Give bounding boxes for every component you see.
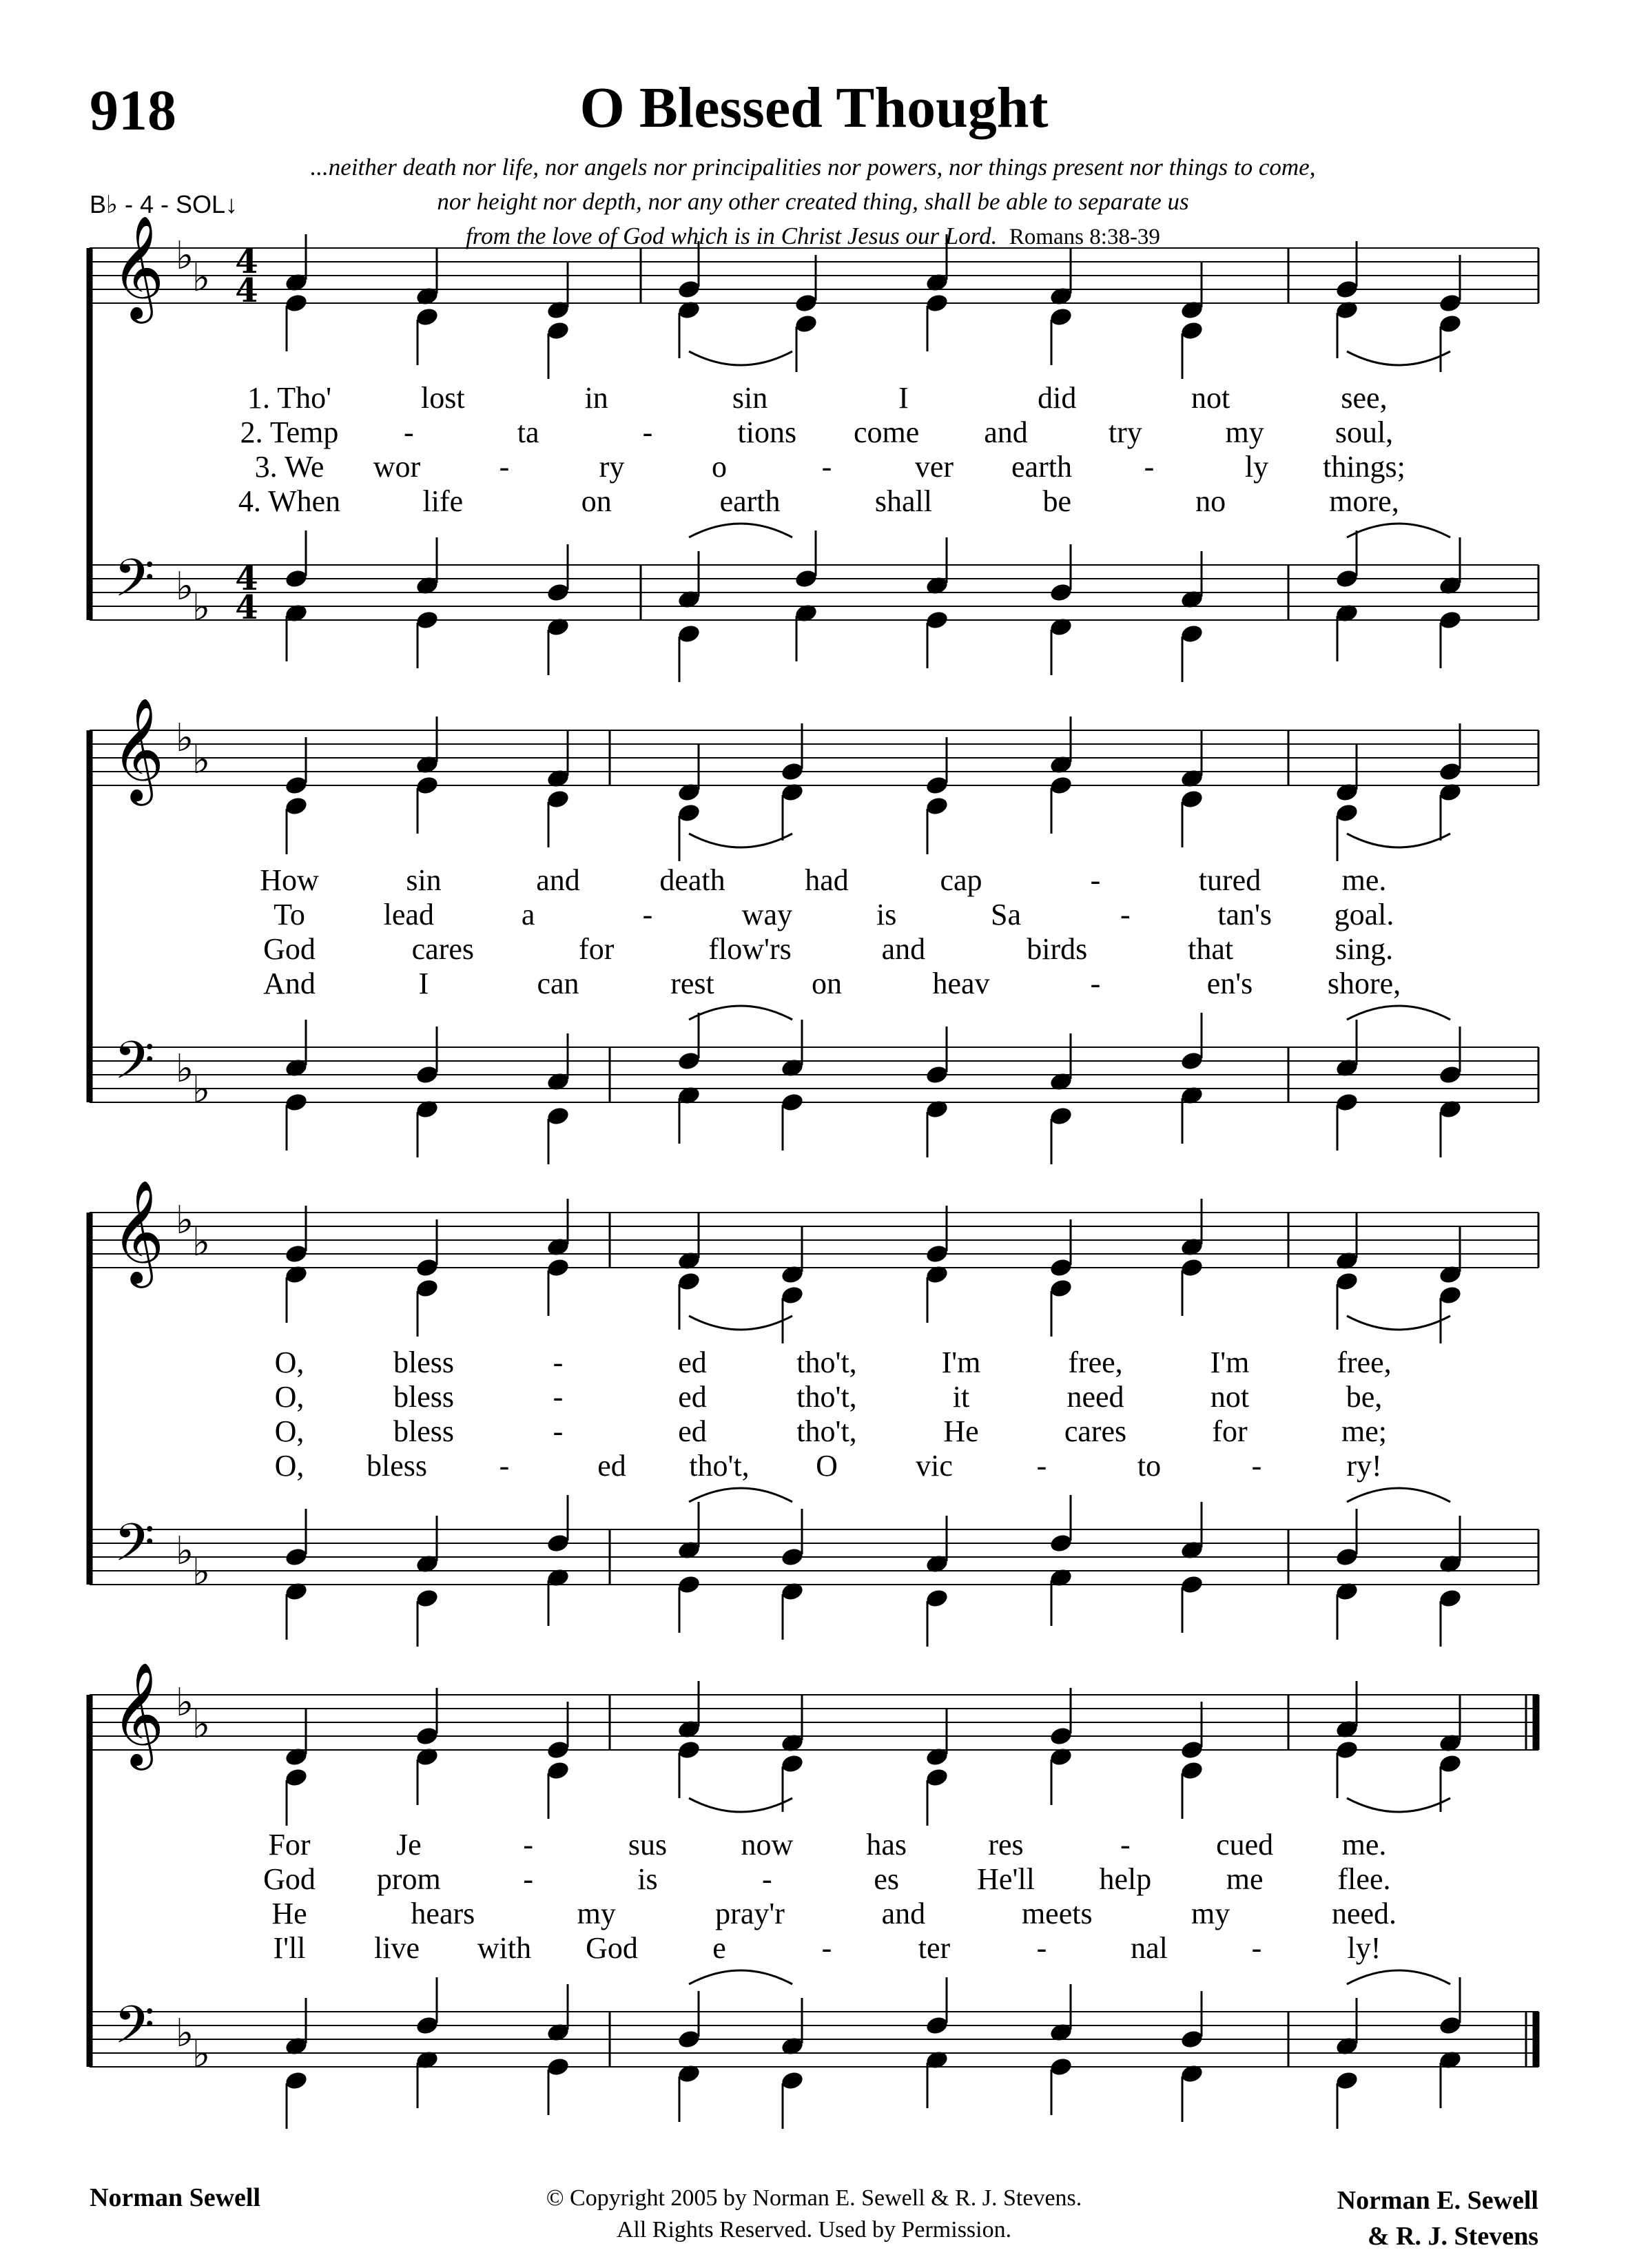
lyric-syllable: prom xyxy=(376,1862,441,1896)
flat-icon: ♭ xyxy=(175,564,194,609)
lyric-syllable: on xyxy=(812,967,842,1000)
lyric-syllable: with xyxy=(477,1931,532,1965)
lyric-syllable: - xyxy=(404,415,414,449)
time-signature-top: 4 xyxy=(235,559,258,598)
lyric-syllable: is xyxy=(876,898,897,931)
lyric-syllable: bless xyxy=(393,1346,454,1379)
tie xyxy=(1347,1970,1450,1984)
lyricist-credit: Norman Sewell xyxy=(90,2183,261,2212)
lyric-line xyxy=(0,1345,1628,1379)
bass-clef-icon: 𝄢 xyxy=(114,1030,155,1104)
lyric-syllable: - xyxy=(1090,863,1101,897)
lyric-syllable: God xyxy=(263,932,316,966)
composer-line: & R. J. Stevens xyxy=(1367,2222,1538,2251)
lyric-syllable: o xyxy=(712,450,727,484)
lyric-syllable: free, xyxy=(1068,1346,1123,1379)
lyric-syllable: ly! xyxy=(1347,1931,1381,1965)
lyric-syllable: see, xyxy=(1341,381,1388,415)
lyric-syllable: ry! xyxy=(1346,1449,1382,1483)
lyric-syllable: me xyxy=(1226,1862,1264,1896)
lyric-syllable: To xyxy=(274,898,305,931)
lyric-syllable: that xyxy=(1188,932,1234,966)
lyric-syllable: not xyxy=(1191,381,1230,415)
lyric-syllable: need xyxy=(1067,1380,1124,1414)
bass-clef-icon: 𝄢 xyxy=(114,1994,155,2068)
treble-clef-icon: 𝄞 xyxy=(111,214,165,319)
flat-icon: ♭ xyxy=(175,1680,194,1725)
lyric-syllable: I'll xyxy=(273,1931,306,1965)
lyric-syllable: my xyxy=(577,1897,616,1930)
lyric-syllable: And xyxy=(263,967,316,1000)
composer-credit xyxy=(1337,2183,1538,2254)
lyric-syllable: ry xyxy=(599,450,625,484)
lyric-syllable: - xyxy=(1120,1828,1131,1862)
lyric-syllable: - xyxy=(523,1862,533,1896)
lyric-syllable: bless xyxy=(367,1449,427,1483)
lyric-syllable: - xyxy=(499,450,510,484)
scripture-line: from the love of God which is in Christ Jesus our Lord. Romans 8:38-39 xyxy=(466,223,1160,249)
lyric-syllable: God xyxy=(586,1931,638,1965)
lyric-syllable: Sa xyxy=(991,898,1021,931)
time-signature-top: 4 xyxy=(235,243,258,281)
lyric-syllable: on xyxy=(581,484,612,518)
lyric-syllable: 4. When xyxy=(238,484,341,518)
lyric-syllable: tions xyxy=(737,415,797,449)
lyric-syllable: birds xyxy=(1027,932,1088,966)
lyric-syllable: ver xyxy=(914,450,954,484)
lyric-syllable: vic xyxy=(916,1449,953,1483)
lyric-syllable: live xyxy=(374,1931,420,1965)
lyric-syllable: shall xyxy=(874,484,932,518)
lyric-syllable: I xyxy=(418,967,429,1000)
lyric-syllable: - xyxy=(553,1414,564,1448)
lyric-syllable: tho't, xyxy=(796,1380,857,1414)
lyric-syllable: need. xyxy=(1331,1897,1397,1930)
lyric-syllable: 2. Temp xyxy=(240,415,339,449)
lyric-syllable: Je xyxy=(396,1828,422,1862)
lyric-syllable: shore, xyxy=(1327,967,1401,1000)
lyric-line xyxy=(0,1896,1628,1930)
lyric-syllable: - xyxy=(821,1931,832,1965)
time-signature-bottom: 4 xyxy=(235,271,258,310)
lyric-syllable: lead xyxy=(383,898,434,931)
lyric-syllable: bless xyxy=(393,1380,454,1414)
lyric-syllable: flow'rs xyxy=(708,932,792,966)
lyric-syllable: rest xyxy=(670,967,714,1000)
flat-icon: ♭ xyxy=(192,1702,211,1747)
hymn-title: O Blessed Thought xyxy=(579,76,1049,140)
flat-icon: ♭ xyxy=(175,234,194,278)
lyric-syllable: sin xyxy=(406,863,442,897)
lyric-syllable: - xyxy=(1120,898,1131,931)
lyric-line xyxy=(0,1414,1628,1448)
lyric-syllable: en's xyxy=(1206,967,1253,1000)
tie xyxy=(689,834,792,847)
bass-clef-icon: 𝄢 xyxy=(114,1512,155,1586)
tie xyxy=(689,1006,792,1020)
lyric-syllable: way xyxy=(741,898,792,931)
tie xyxy=(1347,524,1450,537)
lyric-syllable: try xyxy=(1108,415,1142,449)
lyric-syllable: - xyxy=(1090,967,1101,1000)
lyric-syllable: - xyxy=(523,1828,533,1862)
tie xyxy=(689,524,792,537)
lyric-syllable: tho't, xyxy=(796,1414,857,1448)
key-info: B♭ - 4 - SOL↓ xyxy=(90,190,238,218)
tie xyxy=(1347,351,1450,365)
lyric-line xyxy=(0,1379,1628,1414)
flat-icon: ♭ xyxy=(192,2032,211,2076)
flat-icon: ♭ xyxy=(192,585,211,630)
lyric-syllable: help xyxy=(1099,1862,1152,1896)
lyric-line xyxy=(0,1930,1628,1965)
lyric-syllable: e xyxy=(712,1931,726,1965)
lyric-line xyxy=(0,931,1628,966)
treble-clef-icon: 𝄞 xyxy=(111,1179,165,1284)
lyric-syllable: - xyxy=(762,1862,772,1896)
tie xyxy=(1347,1798,1450,1812)
lyric-syllable: es xyxy=(874,1862,899,1896)
lyric-syllable: flee. xyxy=(1337,1862,1391,1896)
tie xyxy=(689,1316,792,1330)
lyric-syllable: I xyxy=(898,381,909,415)
bass-clef-icon: 𝄢 xyxy=(114,548,155,621)
copyright-line: All Rights Reserved. Used by Permission. xyxy=(616,2217,1012,2243)
tie xyxy=(689,1798,792,1812)
flat-icon: ♭ xyxy=(192,1220,211,1265)
lyric-syllable: things; xyxy=(1323,450,1405,484)
lyric-syllable: not xyxy=(1210,1380,1250,1414)
lyric-line xyxy=(0,484,1628,518)
lyric-syllable: - xyxy=(1251,1449,1262,1483)
lyric-syllable: O, xyxy=(274,1414,305,1448)
lyric-line xyxy=(0,897,1628,931)
lyric-line xyxy=(0,449,1628,484)
lyric-syllable: 1. Tho' xyxy=(247,381,332,415)
tie xyxy=(689,1970,792,1984)
lyric-syllable: and xyxy=(881,1897,926,1930)
lyric-syllable: be, xyxy=(1346,1380,1383,1414)
lyric-syllable: ed xyxy=(678,1414,707,1448)
lyric-syllable: goal. xyxy=(1334,898,1394,931)
lyric-syllable: pray'r xyxy=(715,1897,785,1930)
lyric-syllable: O, xyxy=(274,1449,305,1483)
lyric-syllable: for xyxy=(1212,1414,1248,1448)
lyric-syllable: sin xyxy=(732,381,768,415)
lyric-syllable: - xyxy=(821,450,832,484)
time-signature-bottom: 4 xyxy=(235,588,258,627)
lyric-syllable: He xyxy=(943,1414,979,1448)
flat-icon: ♭ xyxy=(192,256,211,300)
lyric-line xyxy=(0,966,1628,1000)
lyric-syllable: O, xyxy=(274,1380,305,1414)
lyric-syllable: - xyxy=(642,898,653,931)
scripture-line: ...neither death nor life, nor angels nor principalities nor powers, nor things present nor things to come, xyxy=(310,154,1316,181)
lyric-syllable: cued xyxy=(1216,1828,1274,1862)
lyric-line xyxy=(0,1862,1628,1896)
lyric-syllable: and xyxy=(536,863,580,897)
lyric-syllable: free, xyxy=(1337,1346,1392,1379)
lyric-syllable: death xyxy=(659,863,725,897)
flat-icon: ♭ xyxy=(175,1198,194,1243)
lyric-syllable: lost xyxy=(421,381,465,415)
lyric-syllable: ly xyxy=(1244,450,1269,484)
lyric-syllable: cares xyxy=(411,932,475,966)
lyric-syllable: a xyxy=(521,898,535,931)
flat-icon: ♭ xyxy=(192,738,211,783)
scripture-line: nor height nor depth, nor any other created thing, shall be able to separate us xyxy=(437,188,1189,215)
lyric-syllable: cares xyxy=(1064,1414,1127,1448)
lyric-syllable: for xyxy=(579,932,615,966)
lyric-syllable: ed xyxy=(678,1346,707,1379)
lyric-syllable: res xyxy=(988,1828,1024,1862)
composer-line: Norman E. Sewell xyxy=(1337,2186,1538,2215)
lyric-syllable: - xyxy=(1144,450,1155,484)
lyric-syllable: O xyxy=(816,1449,838,1483)
lyric-syllable: 3. We xyxy=(254,450,324,484)
lyric-line xyxy=(0,380,1628,415)
lyric-syllable: heav xyxy=(932,967,990,1000)
lyric-syllable: and xyxy=(881,932,926,966)
tie xyxy=(1347,834,1450,847)
lyric-syllable: - xyxy=(499,1449,510,1483)
lyric-syllable: come xyxy=(854,415,920,449)
lyric-syllable: - xyxy=(1251,1931,1262,1965)
flat-icon: ♭ xyxy=(192,1067,211,1112)
lyric-syllable: How xyxy=(260,863,319,897)
lyric-syllable: in xyxy=(584,381,608,415)
lyric-syllable: and xyxy=(984,415,1028,449)
lyric-syllable: me. xyxy=(1341,1828,1387,1862)
lyric-syllable: earth xyxy=(719,484,781,518)
lyric-syllable: cap xyxy=(940,863,982,897)
lyric-syllable: me; xyxy=(1341,1414,1387,1448)
scripture-reference: Romans 8:38-39 xyxy=(1009,225,1160,249)
lyric-syllable: my xyxy=(1191,1897,1230,1930)
copyright-line: © Copyright 2005 by Norman E. Sewell & R. J. Stevens. xyxy=(546,2185,1082,2211)
lyric-syllable: - xyxy=(1036,1931,1047,1965)
lyric-syllable: had xyxy=(805,863,849,897)
flat-icon: ♭ xyxy=(175,1047,194,1091)
lyric-syllable: me. xyxy=(1341,863,1387,897)
tie xyxy=(689,351,792,365)
lyric-syllable: wor xyxy=(373,450,421,484)
lyric-syllable: meets xyxy=(1021,1897,1093,1930)
lyric-syllable: - xyxy=(553,1346,564,1379)
lyric-syllable: God xyxy=(263,1862,316,1896)
hymn-number: 918 xyxy=(90,79,176,143)
lyric-syllable: it xyxy=(952,1380,970,1414)
lyric-line xyxy=(0,1448,1628,1483)
lyric-syllable: ed xyxy=(678,1380,707,1414)
lyric-line xyxy=(0,863,1628,897)
lyric-syllable: did xyxy=(1038,381,1077,415)
lyric-syllable: For xyxy=(268,1828,311,1862)
lyric-syllable: ta xyxy=(517,415,539,449)
lyric-syllable: no xyxy=(1195,484,1226,518)
lyric-syllable: - xyxy=(642,415,653,449)
lyric-syllable: I'm xyxy=(941,1346,981,1379)
tie xyxy=(1347,1316,1450,1330)
lyric-syllable: more, xyxy=(1329,484,1399,518)
lyric-syllable: I'm xyxy=(1210,1346,1250,1379)
flat-icon: ♭ xyxy=(192,1549,211,1594)
lyric-syllable: my xyxy=(1225,415,1264,449)
lyric-syllable: soul, xyxy=(1335,415,1394,449)
lyric-syllable: life xyxy=(422,484,464,518)
lyric-syllable: He'll xyxy=(977,1862,1035,1896)
lyric-syllable: be xyxy=(1042,484,1072,518)
flat-icon: ♭ xyxy=(175,2011,194,2056)
tie xyxy=(1347,1488,1450,1502)
lyric-syllable: tho't, xyxy=(689,1449,750,1483)
lyric-syllable: tan's xyxy=(1217,898,1272,931)
lyric-syllable: sing. xyxy=(1335,932,1394,966)
lyric-syllable: O, xyxy=(274,1346,305,1379)
treble-clef-icon: 𝄞 xyxy=(111,1661,165,1766)
lyric-syllable: He xyxy=(271,1897,307,1930)
lyric-syllable: ter xyxy=(918,1931,951,1965)
lyric-syllable: to xyxy=(1137,1449,1162,1483)
lyric-line xyxy=(0,1827,1628,1862)
tie xyxy=(689,1488,792,1502)
flat-icon: ♭ xyxy=(175,716,194,761)
tie xyxy=(1347,1006,1450,1020)
treble-clef-icon: 𝄞 xyxy=(111,697,165,801)
lyric-syllable: can xyxy=(537,967,579,1000)
lyric-syllable: nal xyxy=(1131,1931,1168,1965)
lyric-syllable: tho't, xyxy=(796,1346,857,1379)
lyric-syllable: now xyxy=(741,1828,794,1862)
lyric-syllable: earth xyxy=(1011,450,1072,484)
lyric-syllable: tured xyxy=(1198,863,1261,897)
lyric-syllable: hears xyxy=(411,1897,475,1930)
lyric-syllable: is xyxy=(637,1862,658,1896)
lyric-syllable: bless xyxy=(393,1414,454,1448)
flat-icon: ♭ xyxy=(175,1529,194,1574)
lyric-syllable: sus xyxy=(628,1828,668,1862)
lyric-line xyxy=(0,415,1628,449)
lyric-syllable: - xyxy=(1036,1449,1047,1483)
lyric-syllable: ed xyxy=(597,1449,626,1483)
lyric-syllable: has xyxy=(866,1828,907,1862)
lyric-syllable: - xyxy=(553,1380,564,1414)
